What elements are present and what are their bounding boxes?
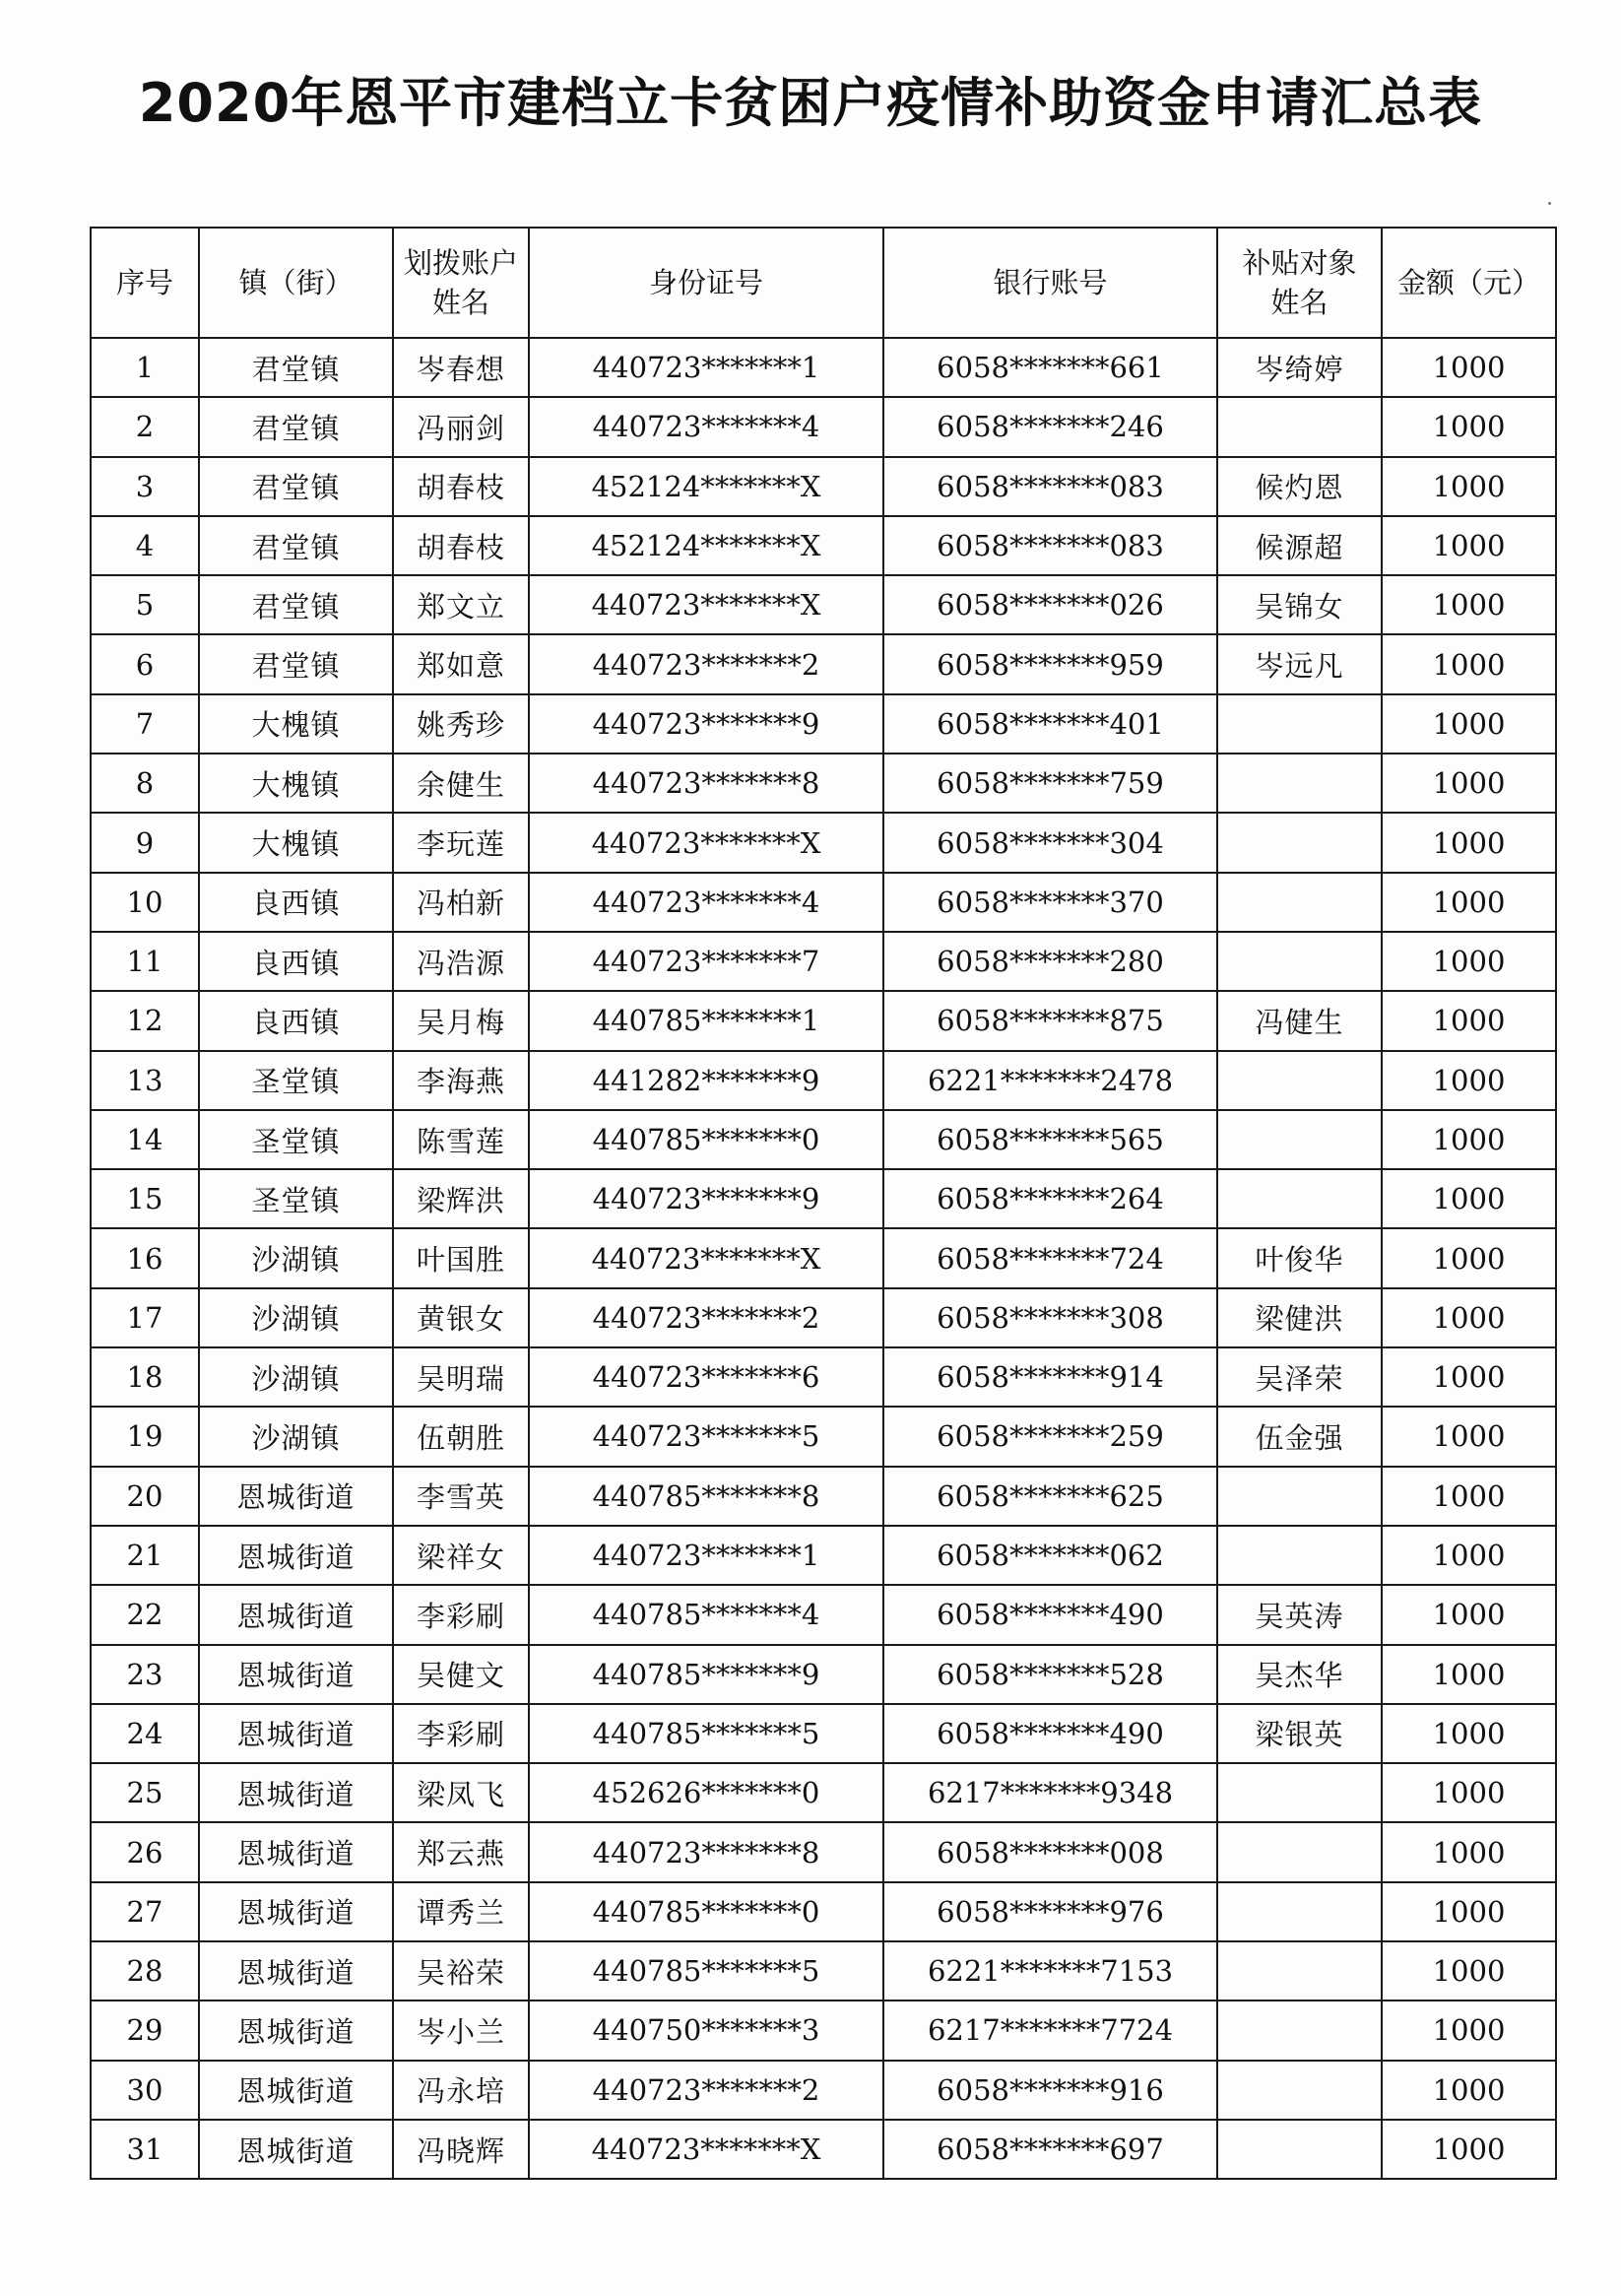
cell-amount: 1000 xyxy=(1382,932,1556,991)
table-row xyxy=(91,813,1556,872)
cell-bank-account: 6058*******401 xyxy=(883,694,1217,754)
cell-town: 大槐镇 xyxy=(199,813,393,872)
table-row xyxy=(91,338,1556,397)
cell-id-number: 440785*******5 xyxy=(529,1941,883,2001)
cell-no: 6 xyxy=(91,634,199,693)
table-row xyxy=(91,397,1556,456)
cell-subsidy-target: 候源超 xyxy=(1217,516,1382,575)
cell-no: 12 xyxy=(91,991,199,1050)
cell-id-number: 440750*******3 xyxy=(529,2001,883,2060)
cell-subsidy-target: 伍金强 xyxy=(1217,1407,1382,1466)
cell-amount: 1000 xyxy=(1382,1526,1556,1585)
cell-amount: 1000 xyxy=(1382,873,1556,932)
cell-account-name: 李彩刷 xyxy=(393,1585,529,1644)
cell-account-name: 郑文立 xyxy=(393,575,529,634)
header-account-name: 划拨账户 姓名 xyxy=(393,228,529,338)
cell-no: 24 xyxy=(91,1704,199,1763)
cell-id-number: 440785*******8 xyxy=(529,1467,883,1526)
cell-amount: 1000 xyxy=(1382,1645,1556,1704)
cell-subsidy-target: 梁健洪 xyxy=(1217,1288,1382,1347)
header-no: 序号 xyxy=(91,228,199,338)
cell-town: 君堂镇 xyxy=(199,338,393,397)
cell-subsidy-target xyxy=(1217,813,1382,872)
table-row xyxy=(91,1704,1556,1763)
cell-town: 圣堂镇 xyxy=(199,1110,393,1169)
cell-amount: 1000 xyxy=(1382,634,1556,693)
cell-no: 8 xyxy=(91,754,199,813)
cell-account-name: 吴月梅 xyxy=(393,991,529,1050)
cell-id-number: 440723*******1 xyxy=(529,338,883,397)
cell-bank-account: 6058*******304 xyxy=(883,813,1217,872)
cell-account-name: 谭秀兰 xyxy=(393,1882,529,1941)
table-row xyxy=(91,754,1556,813)
cell-subsidy-target xyxy=(1217,1051,1382,1110)
cell-subsidy-target xyxy=(1217,1882,1382,1941)
cell-id-number: 440723*******X xyxy=(529,575,883,634)
cell-subsidy-target xyxy=(1217,2120,1382,2179)
cell-bank-account: 6058*******308 xyxy=(883,1288,1217,1347)
cell-town: 恩城街道 xyxy=(199,2061,393,2120)
cell-town: 恩城街道 xyxy=(199,2001,393,2060)
cell-subsidy-target xyxy=(1217,1110,1382,1169)
cell-amount: 1000 xyxy=(1382,1467,1556,1526)
cell-bank-account: 6058*******875 xyxy=(883,991,1217,1050)
cell-no: 4 xyxy=(91,516,199,575)
cell-id-number: 440723*******1 xyxy=(529,1526,883,1585)
cell-account-name: 冯丽剑 xyxy=(393,397,529,456)
cell-no: 27 xyxy=(91,1882,199,1941)
cell-town: 恩城街道 xyxy=(199,1526,393,1585)
header-subsidy-target: 补贴对象 姓名 xyxy=(1217,228,1382,338)
table-row xyxy=(91,1051,1556,1110)
cell-amount: 1000 xyxy=(1382,1169,1556,1228)
cell-amount: 1000 xyxy=(1382,457,1556,516)
cell-amount: 1000 xyxy=(1382,1288,1556,1347)
cell-id-number: 440723*******5 xyxy=(529,1407,883,1466)
table-row xyxy=(91,1288,1556,1347)
cell-account-name: 伍朝胜 xyxy=(393,1407,529,1466)
header-id-number: 身份证号 xyxy=(529,228,883,338)
table-body xyxy=(91,338,1556,2179)
cell-subsidy-target: 吴锦女 xyxy=(1217,575,1382,634)
cell-bank-account: 6058*******759 xyxy=(883,754,1217,813)
cell-bank-account: 6217*******9348 xyxy=(883,1763,1217,1822)
table-row xyxy=(91,1407,1556,1466)
cell-bank-account: 6058*******026 xyxy=(883,575,1217,634)
cell-amount: 1000 xyxy=(1382,1585,1556,1644)
cell-account-name: 梁祥女 xyxy=(393,1526,529,1585)
table-row xyxy=(91,1110,1556,1169)
cell-subsidy-target xyxy=(1217,1467,1382,1526)
cell-no: 17 xyxy=(91,1288,199,1347)
cell-subsidy-target xyxy=(1217,873,1382,932)
header-town: 镇（街） xyxy=(199,228,393,338)
header-bank-account: 银行账号 xyxy=(883,228,1217,338)
cell-account-name: 陈雪莲 xyxy=(393,1110,529,1169)
cell-account-name: 冯浩源 xyxy=(393,932,529,991)
cell-no: 15 xyxy=(91,1169,199,1228)
cell-no: 20 xyxy=(91,1467,199,1526)
cell-id-number: 440723*******8 xyxy=(529,754,883,813)
cell-id-number: 440723*******9 xyxy=(529,694,883,754)
cell-account-name: 黄银女 xyxy=(393,1288,529,1347)
cell-bank-account: 6221*******2478 xyxy=(883,1051,1217,1110)
table-row xyxy=(91,2061,1556,2120)
cell-id-number: 440723*******7 xyxy=(529,932,883,991)
table-row xyxy=(91,634,1556,693)
cell-subsidy-target xyxy=(1217,2001,1382,2060)
cell-amount: 1000 xyxy=(1382,2001,1556,2060)
cell-town: 良西镇 xyxy=(199,991,393,1050)
cell-account-name: 吴裕荣 xyxy=(393,1941,529,2001)
cell-bank-account: 6058*******083 xyxy=(883,457,1217,516)
cell-subsidy-target xyxy=(1217,1763,1382,1822)
cell-town: 恩城街道 xyxy=(199,1822,393,1881)
cell-id-number: 440723*******9 xyxy=(529,1169,883,1228)
cell-account-name: 胡春枝 xyxy=(393,457,529,516)
cell-bank-account: 6058*******916 xyxy=(883,2061,1217,2120)
cell-bank-account: 6058*******528 xyxy=(883,1645,1217,1704)
cell-bank-account: 6221*******7153 xyxy=(883,1941,1217,2001)
cell-town: 沙湖镇 xyxy=(199,1288,393,1347)
table-row xyxy=(91,1228,1556,1287)
cell-bank-account: 6058*******490 xyxy=(883,1585,1217,1644)
table-row xyxy=(91,1882,1556,1941)
cell-amount: 1000 xyxy=(1382,754,1556,813)
cell-id-number: 440723*******6 xyxy=(529,1347,883,1407)
cell-bank-account: 6058*******083 xyxy=(883,516,1217,575)
cell-bank-account: 6058*******914 xyxy=(883,1347,1217,1407)
cell-town: 恩城街道 xyxy=(199,1704,393,1763)
table-row xyxy=(91,516,1556,575)
cell-amount: 1000 xyxy=(1382,397,1556,456)
cell-account-name: 余健生 xyxy=(393,754,529,813)
cell-no: 13 xyxy=(91,1051,199,1110)
cell-bank-account: 6058*******490 xyxy=(883,1704,1217,1763)
cell-id-number: 440723*******X xyxy=(529,813,883,872)
table-row xyxy=(91,1645,1556,1704)
cell-bank-account: 6058*******697 xyxy=(883,2120,1217,2179)
cell-town: 良西镇 xyxy=(199,873,393,932)
cell-amount: 1000 xyxy=(1382,1407,1556,1466)
cell-account-name: 李海燕 xyxy=(393,1051,529,1110)
cell-subsidy-target: 吴杰华 xyxy=(1217,1645,1382,1704)
cell-town: 恩城街道 xyxy=(199,1467,393,1526)
cell-town: 君堂镇 xyxy=(199,634,393,693)
cell-account-name: 李雪英 xyxy=(393,1467,529,1526)
cell-no: 5 xyxy=(91,575,199,634)
cell-bank-account: 6058*******724 xyxy=(883,1228,1217,1287)
cell-account-name: 吴健文 xyxy=(393,1645,529,1704)
cell-town: 恩城街道 xyxy=(199,2120,393,2179)
cell-subsidy-target: 候灼恩 xyxy=(1217,457,1382,516)
cell-town: 恩城街道 xyxy=(199,1763,393,1822)
cell-no: 1 xyxy=(91,338,199,397)
cell-account-name: 吴明瑞 xyxy=(393,1347,529,1407)
table-row xyxy=(91,873,1556,932)
cell-account-name: 郑云燕 xyxy=(393,1822,529,1881)
cell-id-number: 440723*******4 xyxy=(529,397,883,456)
cell-bank-account: 6058*******661 xyxy=(883,338,1217,397)
cell-id-number: 440723*******2 xyxy=(529,2061,883,2120)
table-row xyxy=(91,1941,1556,2001)
cell-subsidy-target: 梁银英 xyxy=(1217,1704,1382,1763)
cell-no: 18 xyxy=(91,1347,199,1407)
cell-subsidy-target xyxy=(1217,397,1382,456)
cell-id-number: 440785*******4 xyxy=(529,1585,883,1644)
cell-subsidy-target: 吴英涛 xyxy=(1217,1585,1382,1644)
cell-bank-account: 6058*******008 xyxy=(883,1822,1217,1881)
cell-account-name: 梁辉洪 xyxy=(393,1169,529,1228)
cell-id-number: 440785*******0 xyxy=(529,1882,883,1941)
cell-bank-account: 6058*******565 xyxy=(883,1110,1217,1169)
cell-town: 大槐镇 xyxy=(199,694,393,754)
cell-amount: 1000 xyxy=(1382,1704,1556,1763)
cell-amount: 1000 xyxy=(1382,694,1556,754)
cell-amount: 1000 xyxy=(1382,1347,1556,1407)
cell-no: 7 xyxy=(91,694,199,754)
cell-town: 恩城街道 xyxy=(199,1645,393,1704)
cell-id-number: 440723*******4 xyxy=(529,873,883,932)
cell-id-number: 440785*******1 xyxy=(529,991,883,1050)
table-header-row xyxy=(91,228,1556,338)
cell-bank-account: 6058*******246 xyxy=(883,397,1217,456)
cell-no: 10 xyxy=(91,873,199,932)
table-row xyxy=(91,2120,1556,2179)
cell-amount: 1000 xyxy=(1382,2061,1556,2120)
cell-subsidy-target xyxy=(1217,1941,1382,2001)
cell-subsidy-target: 叶俊华 xyxy=(1217,1228,1382,1287)
table-row xyxy=(91,991,1556,1050)
cell-account-name: 岑春想 xyxy=(393,338,529,397)
cell-amount: 1000 xyxy=(1382,813,1556,872)
cell-id-number: 440723*******8 xyxy=(529,1822,883,1881)
table-row xyxy=(91,1347,1556,1407)
cell-no: 11 xyxy=(91,932,199,991)
cell-id-number: 440723*******2 xyxy=(529,1288,883,1347)
cell-account-name: 姚秀珍 xyxy=(393,694,529,754)
cell-id-number: 452626*******0 xyxy=(529,1763,883,1822)
cell-id-number: 441282*******9 xyxy=(529,1051,883,1110)
cell-no: 9 xyxy=(91,813,199,872)
cell-subsidy-target: 冯健生 xyxy=(1217,991,1382,1050)
table-row xyxy=(91,1585,1556,1644)
cell-town: 圣堂镇 xyxy=(199,1169,393,1228)
cell-id-number: 452124*******X xyxy=(529,457,883,516)
cell-id-number: 440785*******9 xyxy=(529,1645,883,1704)
cell-town: 君堂镇 xyxy=(199,516,393,575)
cell-bank-account: 6058*******625 xyxy=(883,1467,1217,1526)
cell-bank-account: 6058*******370 xyxy=(883,873,1217,932)
cell-account-name: 叶国胜 xyxy=(393,1228,529,1287)
cell-town: 恩城街道 xyxy=(199,1585,393,1644)
cell-amount: 1000 xyxy=(1382,1882,1556,1941)
cell-town: 恩城街道 xyxy=(199,1941,393,2001)
cell-account-name: 梁凤飞 xyxy=(393,1763,529,1822)
document-title: 2020年恩平市建档立卡贫困户疫情补助资金申请汇总表 xyxy=(138,72,1483,134)
cell-subsidy-target xyxy=(1217,1169,1382,1228)
cell-no: 19 xyxy=(91,1407,199,1466)
cell-town: 圣堂镇 xyxy=(199,1051,393,1110)
cell-id-number: 440785*******0 xyxy=(529,1110,883,1169)
cell-account-name: 冯柏新 xyxy=(393,873,529,932)
cell-no: 3 xyxy=(91,457,199,516)
cell-account-name: 李玩莲 xyxy=(393,813,529,872)
header-amount: 金额（元） xyxy=(1382,228,1556,338)
cell-town: 君堂镇 xyxy=(199,457,393,516)
table-row xyxy=(91,932,1556,991)
cell-no: 29 xyxy=(91,2001,199,2060)
cell-subsidy-target: 岑远凡 xyxy=(1217,634,1382,693)
cell-no: 21 xyxy=(91,1526,199,1585)
cell-bank-account: 6058*******062 xyxy=(883,1526,1217,1585)
cell-account-name: 郑如意 xyxy=(393,634,529,693)
table-row xyxy=(91,1467,1556,1526)
cell-town: 大槐镇 xyxy=(199,754,393,813)
table-row xyxy=(91,1169,1556,1228)
cell-bank-account: 6058*******259 xyxy=(883,1407,1217,1466)
cell-id-number: 440785*******5 xyxy=(529,1704,883,1763)
cell-bank-account: 6058*******264 xyxy=(883,1169,1217,1228)
cell-no: 23 xyxy=(91,1645,199,1704)
cell-amount: 1000 xyxy=(1382,991,1556,1050)
cell-amount: 1000 xyxy=(1382,1763,1556,1822)
cell-amount: 1000 xyxy=(1382,338,1556,397)
cell-id-number: 440723*******X xyxy=(529,1228,883,1287)
cell-no: 2 xyxy=(91,397,199,456)
cell-no: 16 xyxy=(91,1228,199,1287)
cell-town: 沙湖镇 xyxy=(199,1228,393,1287)
cell-town: 君堂镇 xyxy=(199,575,393,634)
cell-no: 22 xyxy=(91,1585,199,1644)
cell-subsidy-target xyxy=(1217,694,1382,754)
table-row xyxy=(91,457,1556,516)
cell-amount: 1000 xyxy=(1382,1228,1556,1287)
cell-amount: 1000 xyxy=(1382,516,1556,575)
cell-town: 沙湖镇 xyxy=(199,1347,393,1407)
table-row xyxy=(91,1526,1556,1585)
cell-id-number: 440723*******X xyxy=(529,2120,883,2179)
cell-subsidy-target xyxy=(1217,932,1382,991)
cell-no: 31 xyxy=(91,2120,199,2179)
cell-id-number: 440723*******2 xyxy=(529,634,883,693)
cell-bank-account: 6217*******7724 xyxy=(883,2001,1217,2060)
cell-subsidy-target xyxy=(1217,1526,1382,1585)
table-row xyxy=(91,694,1556,754)
cell-town: 君堂镇 xyxy=(199,397,393,456)
cell-subsidy-target: 岑绮婷 xyxy=(1217,338,1382,397)
cell-no: 28 xyxy=(91,1941,199,2001)
table-row xyxy=(91,2001,1556,2060)
cell-town: 恩城街道 xyxy=(199,1882,393,1941)
cell-account-name: 岑小兰 xyxy=(393,2001,529,2060)
cell-bank-account: 6058*******959 xyxy=(883,634,1217,693)
cell-bank-account: 6058*******280 xyxy=(883,932,1217,991)
cell-account-name: 胡春枝 xyxy=(393,516,529,575)
cell-subsidy-target xyxy=(1217,1822,1382,1881)
table-row xyxy=(91,1822,1556,1881)
cell-bank-account: 6058*******976 xyxy=(883,1882,1217,1941)
cell-account-name: 李彩刷 xyxy=(393,1704,529,1763)
cell-subsidy-target xyxy=(1217,754,1382,813)
scan-speck xyxy=(1548,202,1551,205)
cell-town: 良西镇 xyxy=(199,932,393,991)
subsidy-summary-table xyxy=(90,227,1557,2180)
table-row xyxy=(91,1763,1556,1822)
cell-town: 沙湖镇 xyxy=(199,1407,393,1466)
cell-amount: 1000 xyxy=(1382,1051,1556,1110)
cell-amount: 1000 xyxy=(1382,1110,1556,1169)
cell-amount: 1000 xyxy=(1382,1822,1556,1881)
cell-amount: 1000 xyxy=(1382,575,1556,634)
table-row xyxy=(91,575,1556,634)
cell-no: 30 xyxy=(91,2061,199,2120)
cell-no: 14 xyxy=(91,1110,199,1169)
cell-account-name: 冯永培 xyxy=(393,2061,529,2120)
cell-no: 25 xyxy=(91,1763,199,1822)
cell-subsidy-target xyxy=(1217,2061,1382,2120)
cell-amount: 1000 xyxy=(1382,1941,1556,2001)
cell-no: 26 xyxy=(91,1822,199,1881)
cell-id-number: 452124*******X xyxy=(529,516,883,575)
cell-account-name: 冯晓辉 xyxy=(393,2120,529,2179)
cell-subsidy-target: 吴泽荣 xyxy=(1217,1347,1382,1407)
cell-amount: 1000 xyxy=(1382,2120,1556,2179)
